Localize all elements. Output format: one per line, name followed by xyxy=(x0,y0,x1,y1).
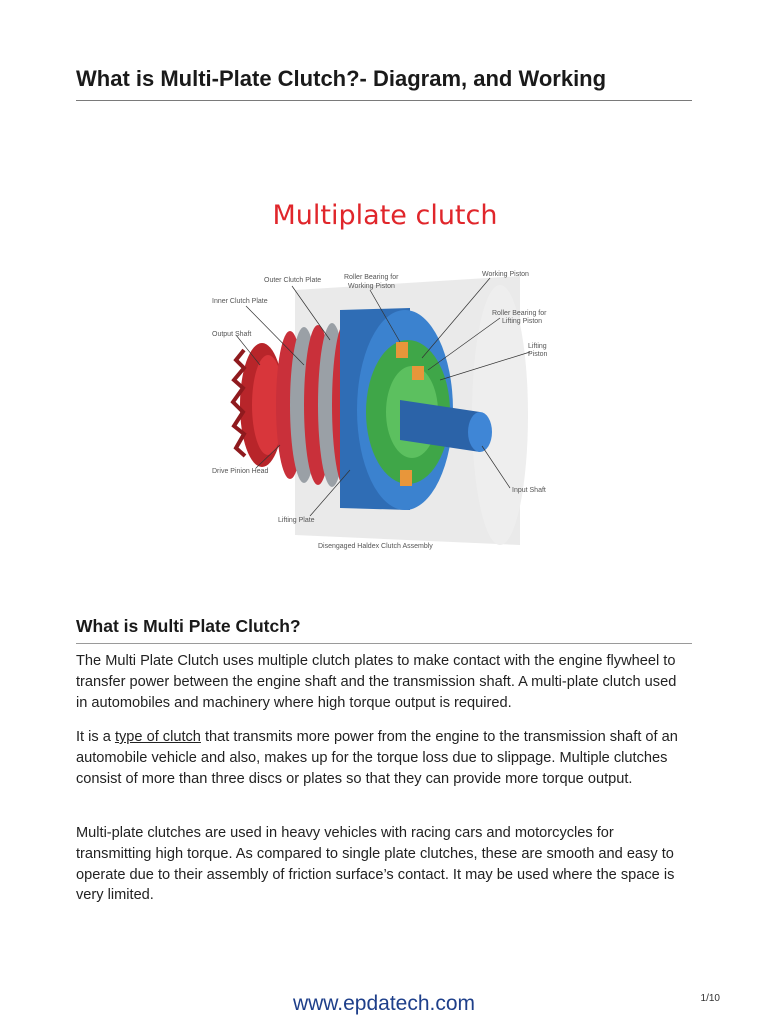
paragraph-1: The Multi Plate Clutch uses multiple clutch plates to make contact with the engine flywheel to transfer power between the engine shaft and the transmission shaft. A multi-plate clutch used in automobiles and machinery where high torque output is required. xyxy=(76,653,677,711)
label-working-piston: Working Piston xyxy=(482,271,529,278)
footer-website[interactable]: www.epdatech.com xyxy=(292,992,476,1015)
paragraph-3: Multi-plate clutches are used in heavy vehicles with racing cars and motorcycles for transmitting high torque. As compared to single plate clutches, these are smooth and easy to operate due to their assembly of friction surface’s contact. It may be used where the space is very limited. xyxy=(76,825,675,904)
roller-bearing-top xyxy=(396,342,408,358)
type-of-clutch-link[interactable]: type of clutch xyxy=(114,729,201,745)
multiplate-clutch-diagram xyxy=(200,190,570,560)
paragraph-2-text-after: that transmits more power from the engine to the transmission shaft of an automobile vehicle and also, makes up for the torque loss due to slippage. Multiple clutches consist of more than three discs or plates so that they can provide more torque output. xyxy=(76,729,678,787)
diagram-caption: Disengaged Haldex Clutch Assembly xyxy=(318,543,433,550)
label-roller-bearing-lifting-2: Lifting Piston xyxy=(502,318,543,325)
paragraph-2-text-before: It is a xyxy=(76,729,115,745)
input-shaft-end xyxy=(468,412,492,452)
section-heading: What is Multi Plate Clutch? xyxy=(76,616,692,644)
label-lifting-plate: Lifting Plate xyxy=(278,517,315,524)
label-lifting-piston-2: Piston xyxy=(528,351,548,358)
label-roller-bearing-lifting-1: Roller Bearing for xyxy=(492,310,547,317)
paragraph-2 xyxy=(76,727,686,789)
label-outer-clutch-plate: Outer Clutch Plate xyxy=(264,277,322,284)
roller-bearing-mid xyxy=(412,366,424,380)
label-input-shaft: Input Shaft xyxy=(512,487,546,494)
label-drive-pinion-head: Drive Pinion Head xyxy=(212,468,269,475)
diagram-heading: Multiplate clutch xyxy=(272,200,498,231)
page-number: 1/10 xyxy=(700,993,720,1004)
label-lifting-piston-1: Lifting xyxy=(528,343,547,350)
roller-bearing-bottom xyxy=(400,470,412,486)
label-roller-bearing-working-1: Roller Bearing for xyxy=(344,274,399,281)
page-title: What is Multi-Plate Clutch?- Diagram, and Working xyxy=(76,66,692,101)
label-inner-clutch-plate: Inner Clutch Plate xyxy=(212,298,268,305)
label-output-shaft: Output Shaft xyxy=(212,331,252,338)
label-roller-bearing-working-2: Working Piston xyxy=(348,283,395,290)
